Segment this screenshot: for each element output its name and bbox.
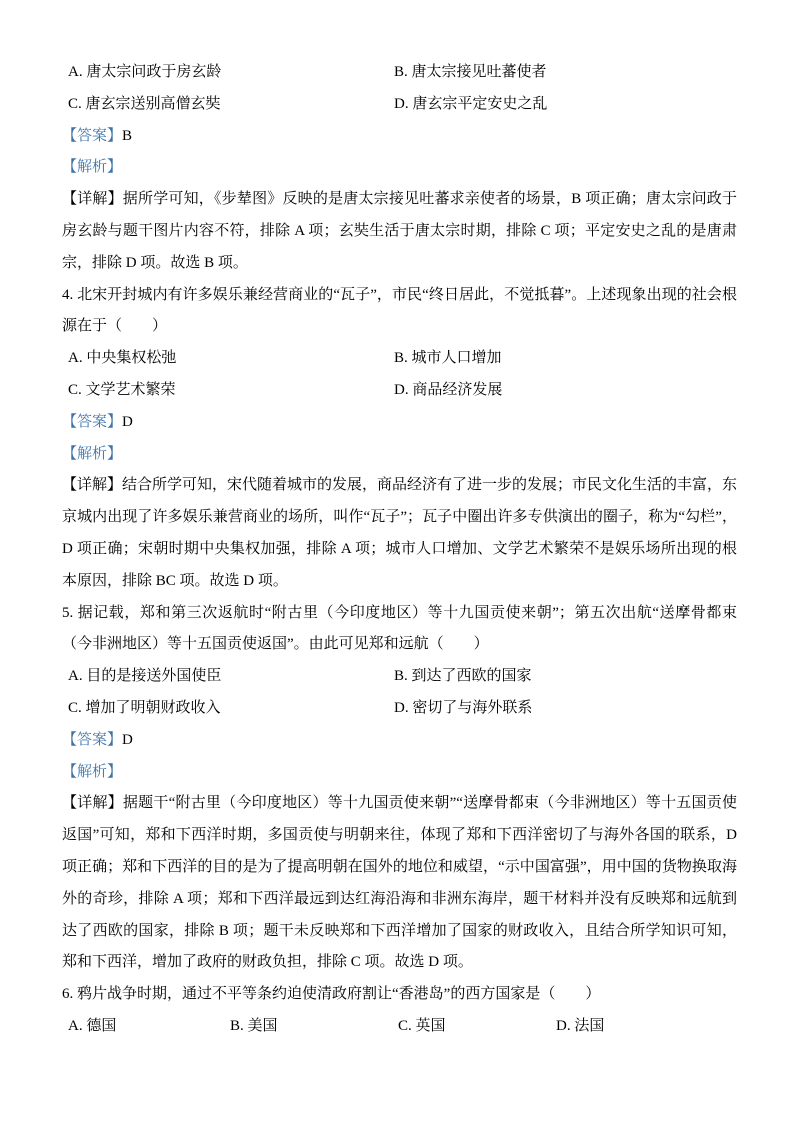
question-block-5: [62, 598, 737, 980]
analysis-line: [62, 152, 737, 184]
option-a: A. 中央集权松弛: [68, 350, 177, 367]
options-row: [62, 57, 737, 89]
option-a: A. 德国: [68, 1017, 117, 1034]
analysis-label: 【解析】: [62, 445, 123, 462]
option-c: C. 增加了明朝财政收入: [68, 699, 221, 716]
answer-line: [62, 725, 737, 757]
question-block-4: [62, 280, 737, 598]
answer-line: [62, 121, 737, 153]
options-row: [62, 661, 737, 693]
question-block-6: [62, 979, 737, 1043]
answer-label: 【答案】: [62, 731, 123, 748]
question-block-3: [62, 57, 737, 280]
options-row: [62, 89, 737, 121]
detail-paragraph: 【详解】结合所学可知，宋代随着城市的发展，商品经济有了进一步的发展；市民文化生活的丰富，东京城内出现了许多娱乐兼营商业的场所，叫作“瓦子”；瓦子中圈出许多专供演出的圈子，称为“勾栏”，D 项正确；宋朝时期中央集权加强，排除 A 项；城市人口增加、文学艺术繁荣不是娱乐场所出现的根本原因，排除 BC 项。故选 D 项。: [62, 477, 738, 589]
option-b: B. 城市人口增加: [394, 350, 502, 367]
question-stem: 5. 据记载，郑和第三次返航时“附古里（今印度地区）等十九国贡使来朝”；第五次出航“送摩骨都束（今非洲地区）等十五国贡使返国”。由此可见郑和远航（ ）: [62, 604, 737, 653]
option-d: D. 商品经济发展: [394, 381, 503, 398]
option-c: C. 文学艺术繁荣: [68, 381, 176, 398]
question-stem: 6. 鸦片战争时期，通过不平等条约迫使清政府割让“香港岛”的西方国家是（ ）: [62, 986, 601, 1003]
option-d: D. 唐玄宗平定安史之乱: [394, 95, 548, 112]
answer-label: 【答案】: [62, 127, 123, 144]
option-d: D. 密切了与海外联系: [394, 699, 533, 716]
options-row: [62, 375, 737, 407]
option-a: A. 唐太宗问政于房玄龄: [68, 64, 222, 80]
analysis-line: [62, 757, 737, 789]
options-row: [62, 1011, 737, 1043]
detail-paragraph: 【详解】据所学可知，《步辇图》反映的是唐太宗接见吐蕃求亲使者的场景，B 项正确；唐太宗问政于房玄龄与题干图片内容不符，排除 A 项；玄奘生活于唐太宗时期，排除 C 项；平定安史之乱的是唐肃宗，排除 D 项。故选 B 项。: [62, 191, 737, 271]
analysis-label: 【解析】: [62, 763, 123, 780]
option-b: B. 唐太宗接见吐蕃使者: [394, 64, 547, 80]
option-a: A. 目的是接送外国使臣: [68, 668, 222, 685]
option-d: D. 法国: [556, 1017, 605, 1034]
answer-value: D: [122, 731, 133, 748]
detail-paragraph: 【详解】据题干“附古里（今印度地区）等十九国贡使来朝”“送摩骨都束（今非洲地区）等十五国贡使返国”可知，郑和下西洋时期，多国贡使与明朝来往，体现了郑和下西洋密切了与海外各国的联系，D 项正确；郑和下西洋的目的是为了提高明朝在国外的地位和威望，“示中国富强”，用中国的货物换取海外的奇珍，排除 A 项；郑和下西洋最远到达红海沿海和非洲东海岸，题干材料并没有反映郑和远航到达了西欧的国家，排除 B 项；题干未反映郑和下西洋增加了国家的财政收入，且结合所学知识可知，郑和下西洋，增加了政府的财政负担，排除 C 项。故选 D 项。: [62, 795, 737, 971]
question-stem: 4. 北宋开封城内有许多娱乐兼经营商业的“瓦子”，市民“终日居此，不觉抵暮”。上述现象出现的社会根源在于（ ）: [62, 286, 737, 335]
answer-value: B: [122, 127, 133, 144]
answer-label: 【答案】: [62, 413, 123, 430]
option-b: B. 美国: [230, 1017, 278, 1034]
analysis-line: [62, 439, 737, 471]
answer-value: D: [122, 413, 133, 430]
options-row: [62, 693, 737, 725]
analysis-label: 【解析】: [62, 159, 123, 176]
answer-line: [62, 407, 737, 439]
option-c: C. 英国: [398, 1017, 446, 1034]
option-c: C. 唐玄宗送别高僧玄奘: [68, 95, 221, 112]
option-b: B. 到达了西欧的国家: [394, 668, 532, 685]
options-row: [62, 343, 737, 375]
